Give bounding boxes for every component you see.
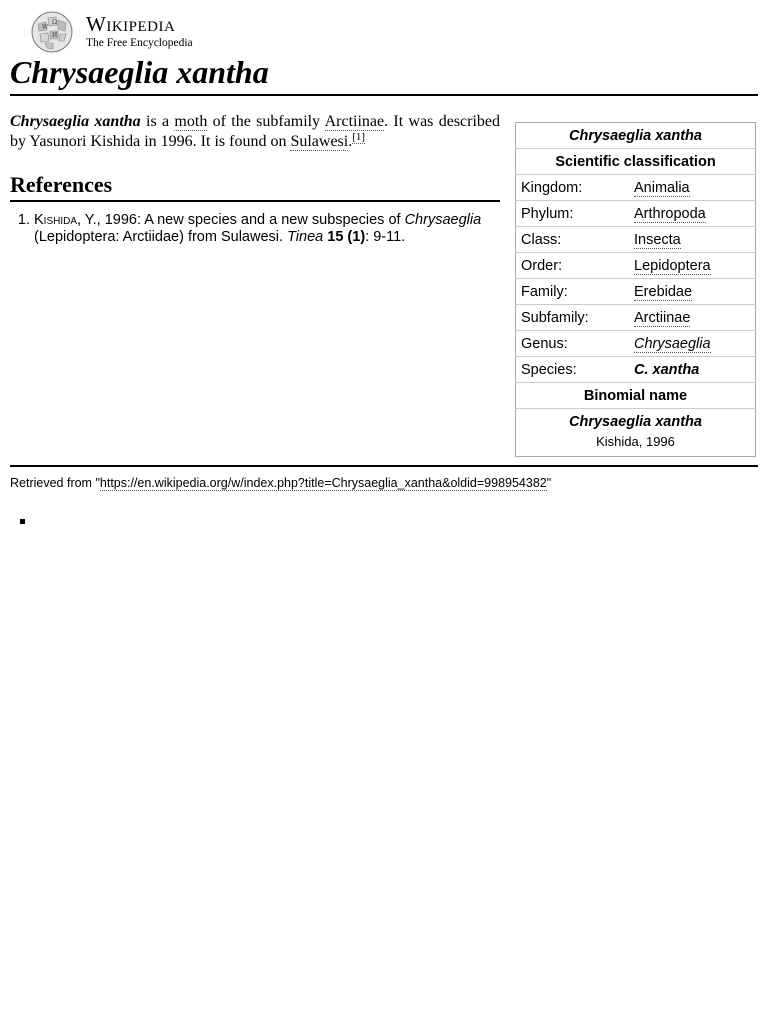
row-order bbox=[516, 253, 756, 279]
label-species: Species: bbox=[516, 357, 630, 383]
link-erebidae[interactable]: Erebidae bbox=[634, 283, 693, 300]
label-subfamily: Subfamily: bbox=[516, 305, 630, 331]
binomial-header: Binomial name bbox=[516, 383, 756, 409]
link-arctiinae-infobox[interactable]: Arctiinae bbox=[634, 309, 691, 326]
lead-text-3: . It was described by Yasunori Kishida in 1996. It is found on bbox=[10, 113, 501, 150]
row-subfamily bbox=[516, 305, 756, 331]
species-value: C. xantha bbox=[634, 361, 700, 378]
binomial-name: Chrysaeglia xantha bbox=[569, 413, 702, 430]
page-title: Chrysaeglia xantha bbox=[10, 52, 758, 96]
ref-author: Kishida bbox=[34, 212, 78, 228]
label-genus: Genus: bbox=[516, 331, 630, 357]
lead-text-4: . bbox=[348, 133, 353, 150]
svg-text:W: W bbox=[42, 24, 49, 31]
label-order: Order: bbox=[516, 253, 630, 279]
row-class bbox=[516, 227, 756, 253]
row-genus bbox=[516, 331, 756, 357]
retrieved-prefix: Retrieved from " bbox=[10, 476, 100, 490]
wikipedia-logo[interactable] bbox=[28, 10, 218, 54]
wikipedia-globe-icon bbox=[28, 10, 76, 54]
classification-header: Scientific classification bbox=[516, 149, 756, 175]
reference-item bbox=[34, 212, 500, 246]
ref-text-4: : 9-11. bbox=[365, 229, 406, 245]
link-arctiinae[interactable]: Arctiinae bbox=[324, 113, 385, 130]
row-kingdom bbox=[516, 175, 756, 201]
svg-text:Ω: Ω bbox=[52, 19, 57, 26]
references-heading: References bbox=[10, 172, 500, 202]
retrieved-from bbox=[10, 475, 551, 491]
list-bullet bbox=[20, 519, 25, 524]
row-species bbox=[516, 357, 756, 383]
row-phylum bbox=[516, 201, 756, 227]
link-insecta[interactable]: Insecta bbox=[634, 231, 681, 248]
link-arthropoda[interactable]: Arthropoda bbox=[634, 205, 706, 222]
ref-text-2: (Lepidoptera: Arctiidae) from Sulawesi. bbox=[34, 229, 288, 245]
lead-text-2: of the subfamily bbox=[207, 113, 325, 130]
link-sulawesi[interactable]: Sulawesi bbox=[290, 133, 349, 150]
lead-paragraph bbox=[10, 112, 500, 152]
lead-text-1: is a bbox=[140, 113, 175, 130]
svg-text:И: И bbox=[52, 32, 58, 39]
article-body bbox=[10, 112, 500, 246]
reference-list bbox=[10, 212, 500, 246]
permanent-link[interactable]: https://en.wikipedia.org/w/index.php?title=Chrysaeglia_xantha&oldid=998954382 bbox=[99, 476, 547, 490]
footer-divider bbox=[10, 465, 758, 467]
ref-text-1: , Y., 1996: A new species and a new subspecies of bbox=[77, 212, 405, 228]
label-class: Class: bbox=[516, 227, 630, 253]
infobox-title: Chrysaeglia xantha bbox=[569, 127, 702, 144]
label-family: Family: bbox=[516, 279, 630, 305]
ref-journal: Tinea bbox=[287, 229, 324, 245]
link-moth[interactable]: moth bbox=[174, 113, 208, 130]
ref-volume: 15 (1) bbox=[327, 229, 366, 245]
retrieved-suffix: " bbox=[546, 476, 552, 490]
label-phylum: Phylum: bbox=[516, 201, 630, 227]
link-animalia[interactable]: Animalia bbox=[634, 179, 690, 196]
link-lepidoptera[interactable]: Lepidoptera bbox=[634, 257, 711, 274]
label-kingdom: Kingdom: bbox=[516, 175, 630, 201]
tagline: The Free Encyclopedia bbox=[86, 37, 193, 50]
taxobox bbox=[515, 122, 756, 457]
link-chrysaeglia[interactable]: Chrysaeglia bbox=[634, 335, 711, 352]
lead-species-name: Chrysaeglia xantha bbox=[10, 113, 141, 130]
wordmark: Wikipedia bbox=[86, 12, 176, 37]
citation-link-1[interactable]: [1] bbox=[352, 131, 366, 143]
binomial-authority: Kishida, 1996 bbox=[596, 434, 675, 449]
row-family bbox=[516, 279, 756, 305]
ref-genus: Chrysaeglia bbox=[404, 212, 482, 228]
